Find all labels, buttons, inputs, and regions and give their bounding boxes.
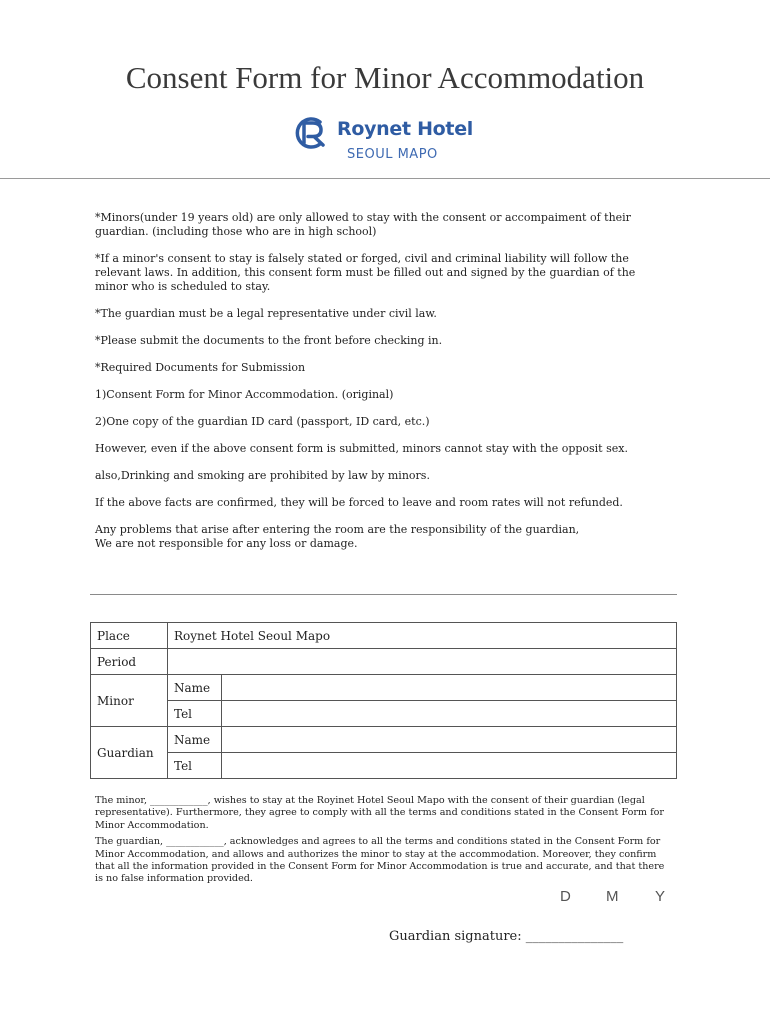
table-row [91,649,677,675]
consent-statements [95,795,670,890]
notice-item: Any problems that arise after entering the room are the responsibility of the guardian, We are not responsible for any loss or damage. [95,523,580,550]
notice-item: *Required Documents for Submission [95,361,306,374]
page-title: Consent Form for Minor Accommodation [125,60,645,95]
guardian-name-field[interactable] [222,727,677,753]
notice-item: also,Drinking and smoking are prohibited by law by minors. [95,469,430,482]
guardian-label: Guardian [91,727,168,779]
table-row [91,675,677,701]
minor-tel-field[interactable] [222,701,677,727]
minor-label: Minor [91,675,168,727]
notice-item: 1)Consent Form for Minor Accommodation. (original) [95,388,394,401]
notice-item: *Please submit the documents to the front before checking in. [95,334,443,347]
minor-statement: The minor, ____________, wishes to stay at the Royinet Hotel Seoul Mapo with the consent of their guardian (legal representative). Furthermore, they agree to comply with all the terms and conditions stated in the Consent Form for Minor Accommodation. [95,795,664,831]
notice-item: *The guardian must be a legal representative under civil law. [95,307,437,320]
minor-name-field[interactable] [222,675,677,701]
notice-item: However, even if the above consent form is submitted, minors cannot stay with the opposit sex. [95,442,628,455]
roynet-r-logo-icon [290,116,334,150]
place-label: Place [91,623,168,649]
period-field[interactable] [168,649,677,675]
minor-name-label: Name [168,675,222,701]
place-value: Roynet Hotel Seoul Mapo [168,623,677,649]
period-label: Period [91,649,168,675]
guardian-signature-line[interactable]: Guardian signature: _______________ [389,929,624,944]
guardian-tel-label: Tel [168,753,222,779]
date-year[interactable]: Y [655,888,666,905]
header-divider [0,178,770,179]
notice-list [95,211,655,564]
guardian-statement: The guardian, ____________, acknowledges and agrees to all the terms and conditions stated in the Consent Form for Minor Accommodation, and allows and authorizes the minor to stay at the accommodation. Moreover, they confirm that all the information provided in the Consent Form for Minor Accommodation is true and accurate, and that there is no false information provided. [95,836,665,885]
minor-tel-label: Tel [168,701,222,727]
logo-subtitle: SEOUL MAPO [347,147,438,162]
notice-item: If the above facts are confirmed, they will be forced to leave and room rates will not refunded. [95,496,623,509]
date-month[interactable]: M [606,888,619,905]
table-row [91,701,677,727]
guardian-tel-field[interactable] [222,753,677,779]
notice-item: 2)One copy of the guardian ID card (passport, ID card, etc.) [95,415,430,428]
notice-item: *Minors(under 19 years old) are only allowed to stay with the consent or accompaiment of their guardian. (including those who are in high school) [95,211,631,238]
guardian-name-label: Name [168,727,222,753]
table-row [91,753,677,779]
date-day[interactable]: D [560,888,571,905]
hotel-logo [290,116,490,166]
notice-item: *If a minor's consent to stay is falsely stated or forged, civil and criminal liability will follow the relevant laws. In addition, this consent form must be filled out and signed by the guardian of the minor who is scheduled to stay. [95,252,636,293]
section-divider [90,594,677,595]
accommodation-table [90,622,677,779]
table-row [91,623,677,649]
logo-wordmark: Roynet Hotel [337,118,474,140]
table-row [91,727,677,753]
